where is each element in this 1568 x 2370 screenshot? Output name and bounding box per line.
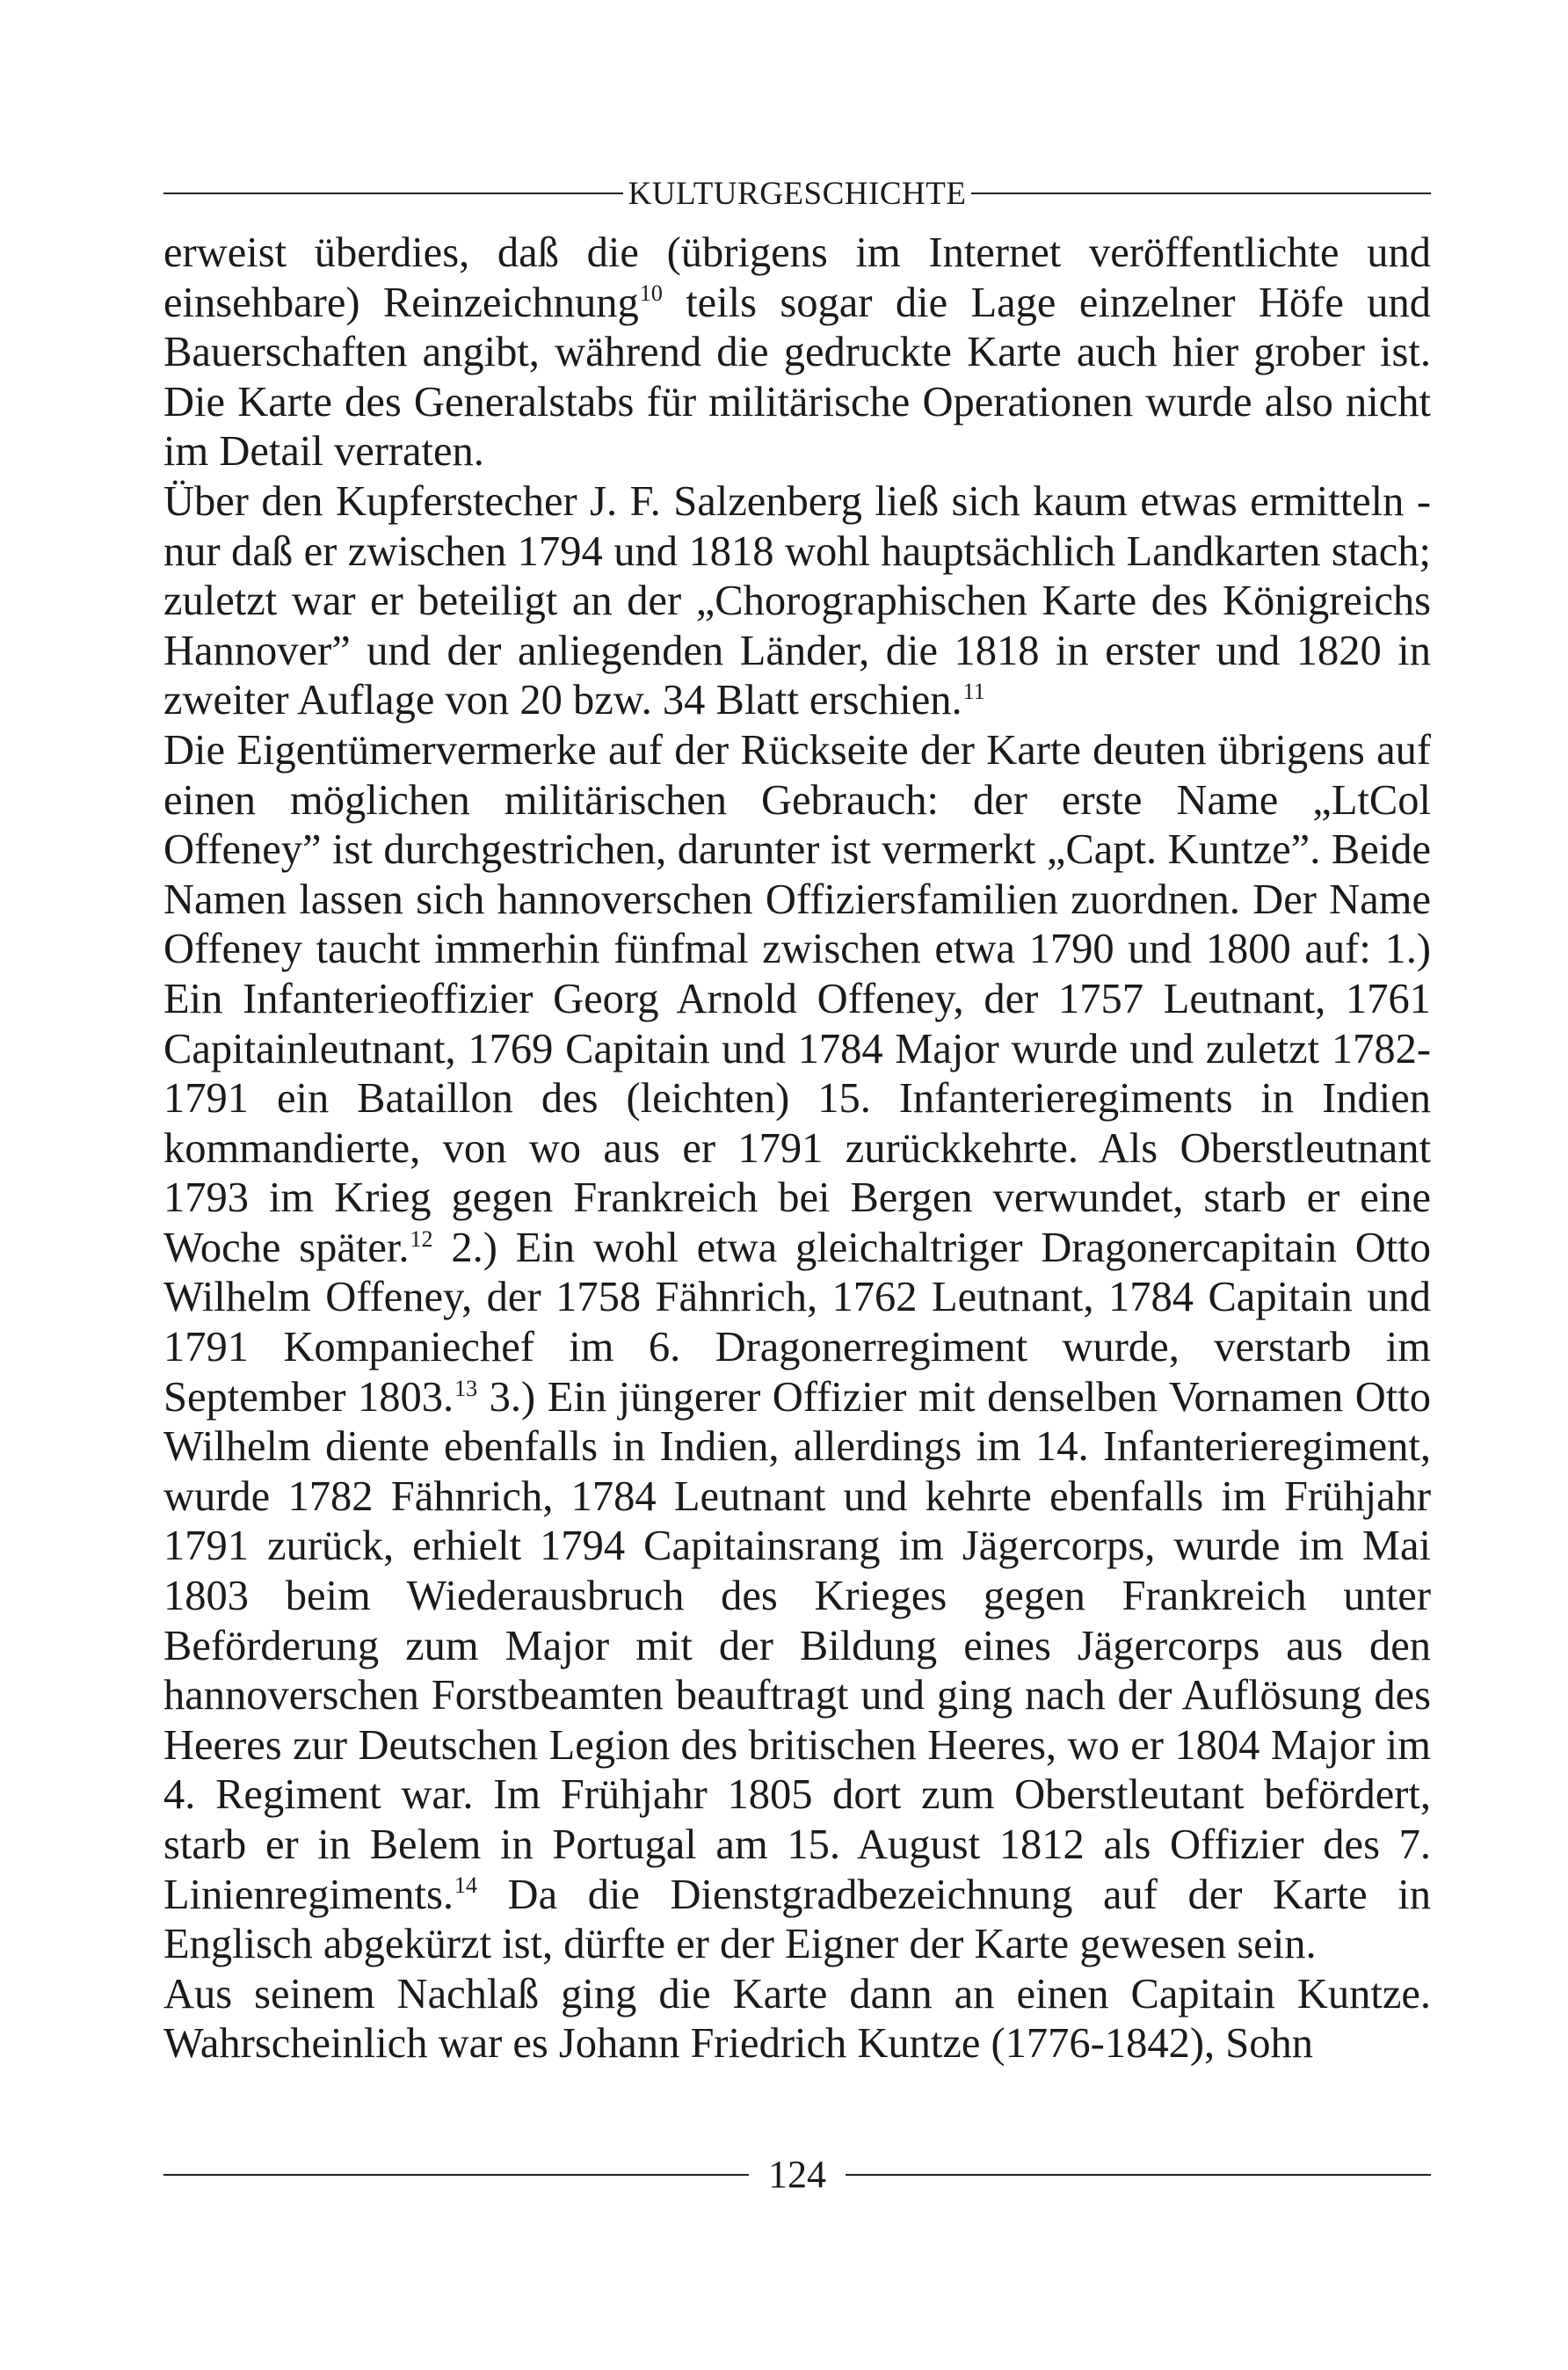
footnote-marker: 11 bbox=[962, 679, 985, 705]
text-segment: Über den Kupferstecher J. F. Salzenberg ließ sich kaum etwas ermitteln - nur daß er zwischen 1794 und 1818 wohl hauptsächlich Landkarten stach; zuletzt war er beteiligt an der „Chorographischen Karte des Königreichs Hannover” und der anliegenden Länder, die 1818 in erster und 1820 in zweiter Auflage von 20 bzw. 34 Blatt erschien. bbox=[163, 477, 1431, 724]
footer-rule-left bbox=[163, 2174, 749, 2176]
header-rule-right bbox=[971, 193, 1431, 194]
text-segment: 3.) Ein jüngerer Offizier mit denselben Vornamen Otto Wilhelm diente ebenfalls in Indien, allerdings im 14. Infanterieregiment, wurde 1782 Fähnrich, 1784 Leutnant und kehrte ebenfalls im Frühjahr 1791 zurück, erhielt 1794 Capitainsrang im Jägercorps, wurde im Mai 1803 beim Wiederausbruch des Krieges gegen Frankreich unter Beförderung zum Major mit der Bildung eines Jägercorps aus den hannoverschen Forstbeamten beauftragt und ging nach der Auflösung des Heeres zur Deutschen Legion des britischen Heeres, wo er 1804 Major im 4. Regiment war. Im Frühjahr 1805 dort zum Oberstleutant befördert, starb er in Belem in Portugal am 15. August 1812 als Offizier des 7. Linienregiments. bbox=[163, 1373, 1432, 1918]
text-segment: 2.) Ein wohl etwa gleichaltriger Dragonercapitain Otto Wilhelm Offeney, der 1758 Fähnrich, 1762 Leutnant, 1784 Capitain und 1791 Kompaniechef im 6. Dragonerregiment wurde, verstarb im September 1803. bbox=[163, 1224, 1431, 1421]
paragraph bbox=[163, 477, 1431, 726]
footnote-marker: 13 bbox=[454, 1375, 478, 1401]
paragraph bbox=[163, 1970, 1431, 2069]
paragraph bbox=[163, 229, 1431, 477]
footer-rule-right bbox=[846, 2174, 1431, 2176]
page-footer bbox=[163, 2148, 1431, 2201]
page-number: 124 bbox=[768, 2153, 826, 2196]
text-segment: Aus seinem Nachlaß ging die Karte dann an einen Capitain Kuntze. Wahrscheinlich war es Johann Friedrich Kuntze (1776-1842), Sohn bbox=[163, 1970, 1431, 2068]
text-segment: teils sogar die Lage einzelner Höfe und Bauerschaften angibt, während die gedruckte Karte auch hier grober ist. Die Karte des Generalstabs für militärische Operationen wurde also nicht im Detail verraten. bbox=[163, 279, 1432, 476]
text-segment: Die Eigentümervermerke auf der Rückseite der Karte deuten übrigens auf einen möglichen militärischen Gebrauch: der erste Name „LtCol Offeney” ist durchgestrichen, darunter ist vermerkt „Capt. Kuntze”. Beide Namen lassen sich hannoverschen Offiziersfamilien zuordnen. Der Name Offeney taucht immerhin fünfmal zwischen etwa 1790 und 1800 auf: 1.) Ein Infanterieoffizier Georg Arnold Offeney, der 1757 Leutnant, 1761 Capitainleutnant, 1769 Capitain und 1784 Major wurde und zuletzt 1782-1791 ein Bataillon des (leichten) 15. Infanterieregiments in Indien kommandierte, von wo aus er 1791 zurückkehrte. Als Oberstleutnant 1793 im Krieg gegen Frankreich bei Bergen verwundet, starb er eine Woche später. bbox=[163, 726, 1431, 1271]
text-segment: Da die Dienstgradbezeichnung auf der Karte in Englisch abgekürzt ist, dürfte er der Eigner der Karte gewesen sein. bbox=[163, 1871, 1431, 1968]
header-rule-left bbox=[163, 193, 623, 194]
footnote-marker: 10 bbox=[639, 280, 663, 307]
footnote-marker: 14 bbox=[454, 1872, 477, 1899]
running-header bbox=[163, 169, 1431, 218]
header-title: KULTURGESCHICHTE bbox=[628, 175, 967, 212]
body-text bbox=[163, 229, 1431, 2069]
footnote-marker: 12 bbox=[410, 1225, 433, 1252]
paragraph bbox=[163, 726, 1431, 1970]
text-segment: erweist überdies, daß die (übrigens im Internet veröffentlichte und einsehbare) Reinzeichnung bbox=[163, 229, 1431, 326]
